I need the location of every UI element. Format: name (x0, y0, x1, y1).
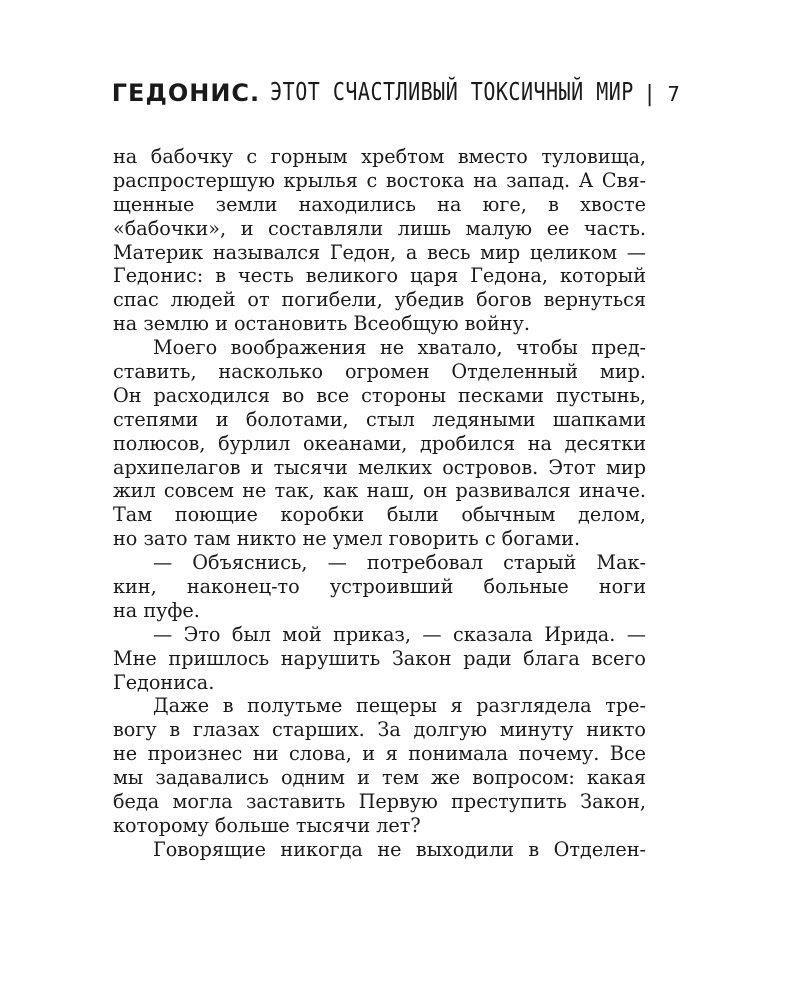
text-line: на пуфе. (113, 598, 200, 622)
text-line: степями и болотами, стыл ледяными шапками (113, 407, 646, 431)
text-line: мы задавались одним и тем же вопросом: какая (113, 766, 646, 790)
header-separator: | (645, 82, 654, 107)
text-line: ставить, насколько огромен Отделенный мир. (113, 360, 646, 384)
text-line: Даже в полутьме пещеры я разглядела тре- (153, 694, 646, 718)
book-subtitle: ЭТОТ СЧАСТЛИВЫЙ ТОКСИЧНЫЙ МИР (270, 76, 634, 106)
text-line: вогу в глазах старших. За долгую минуту никто (113, 718, 646, 742)
text-line: — Объяснись, — потребовал старый Мак- (153, 551, 646, 575)
text-line: Там поющие коробки были обычным делом, (113, 503, 646, 527)
text-line: но зато там никто не умел говорить с богами. (113, 527, 581, 551)
text-line: которому больше тысячи лет? (113, 813, 421, 837)
text-line: «бабочки», и составляли лишь малую ее часть. (113, 216, 646, 240)
book-title: ГЕДОНИС. (111, 79, 261, 107)
text-line: полюсов, бурлил океанами, дробился на десятки (113, 431, 646, 455)
text-line: жил совсем не так, как наш, он развивался иначе. (113, 479, 646, 503)
text-line: на землю и остановить Всеобщую войну. (113, 312, 530, 336)
text-line: — Это был мой приказ, — сказала Ирида. — (153, 622, 646, 646)
text-line: на бабочку с горным хребтом вместо туловища, (113, 145, 646, 168)
text-line: распростершую крылья с востока на запад. А Свя- (113, 168, 646, 192)
text-line: Гедонис: в честь великого царя Гедона, который (113, 264, 646, 288)
text-line: Материк назывался Гедон, а весь мир целиком — (113, 240, 646, 264)
text-line: беда могла заставить Первую преступить Закон, (113, 790, 646, 814)
text-line: щенные земли находились на юге, в хвосте (113, 192, 646, 216)
text-line: не произнес ни слова, и я понимала почему. Все (113, 742, 646, 766)
text-line: Моего воображения не хватало, чтобы пред- (153, 336, 646, 360)
page-number: 7 (667, 82, 680, 106)
text-line: спас людей от погибели, убедив богов вернуться (113, 288, 646, 312)
text-line: кин, наконец-то устроивший больные ноги (113, 575, 646, 599)
text-line: Мне пришлось нарушить Закон ради блага всего (113, 646, 646, 670)
text-line: архипелагов и тысячи мелких островов. Этот мир (113, 455, 646, 479)
running-header (111, 76, 680, 107)
text-line: Он расходился во все стороны песками пустынь, (113, 383, 646, 407)
text-line: Говорящие никогда не выходили в Отделен- (153, 837, 646, 861)
body-text (113, 145, 646, 862)
text-line: Гедониса. (113, 670, 215, 694)
